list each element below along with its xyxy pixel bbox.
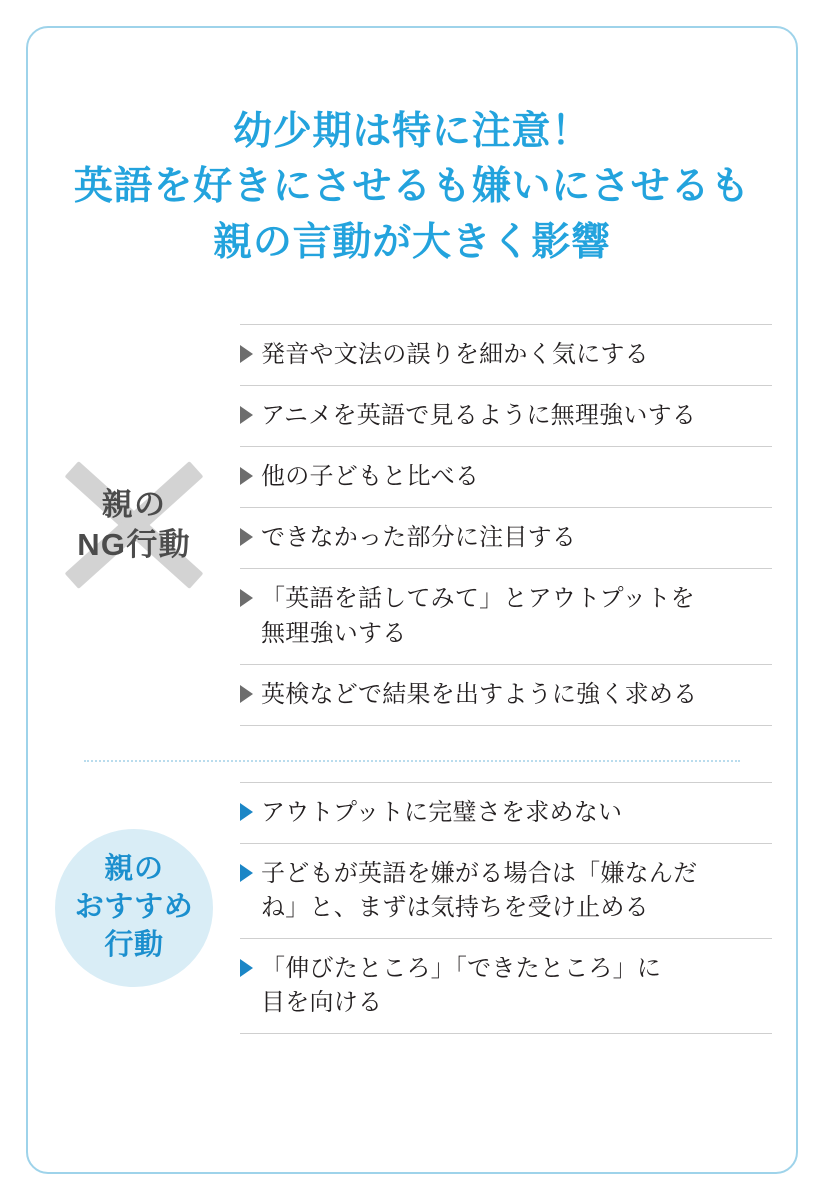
recommended-badge [55, 829, 213, 987]
title-line-2: 英語を好きにさせるも嫌いにさせるも [73, 165, 751, 209]
badge-rec-wrap [28, 829, 240, 987]
badge-ng-wrap [28, 450, 240, 600]
rec-badge-line-3: 行動 [104, 928, 164, 961]
triangle-right-icon [240, 406, 253, 424]
page-title [28, 28, 796, 270]
triangle-right-icon [240, 803, 253, 821]
ng-badge-line-2: NG行動 [77, 526, 191, 562]
list-item [240, 447, 772, 508]
triangle-right-icon [240, 589, 253, 607]
ng-badge [44, 450, 224, 600]
recommended-badge-label [75, 851, 194, 964]
section-recommended-actions [28, 782, 796, 1034]
list-item-label: できなかった部分に注目する [261, 525, 577, 552]
ng-item-list [240, 324, 796, 726]
triangle-right-icon [240, 959, 253, 977]
list-item-label: 子どもが英語を嫌がる場合は「嫌なんだ ね」と、まずは気持ちを受け止める [261, 860, 698, 921]
infographic-card [26, 26, 798, 1174]
triangle-right-icon [240, 467, 253, 485]
list-item [240, 508, 772, 569]
list-item [240, 324, 772, 386]
section-divider [84, 760, 740, 762]
rec-badge-line-1: 親の [104, 853, 164, 886]
triangle-right-icon [240, 864, 253, 882]
list-item-label: 「英語を話してみて」とアウトプットを 無理強いする [261, 586, 695, 647]
list-item-label: 発音や文法の誤りを細かく気にする [261, 342, 649, 369]
section-ng-actions [28, 324, 796, 726]
ng-badge-line-1: 親の [101, 487, 167, 523]
list-item-label: 他の子どもと比べる [261, 464, 480, 491]
list-item [240, 782, 772, 844]
list-item [240, 386, 772, 447]
triangle-right-icon [240, 345, 253, 363]
list-item [240, 844, 772, 939]
title-line-1: 幼少期は特に注意！ [232, 110, 592, 153]
list-item-label: アニメを英語で見るように無理強いする [261, 403, 697, 430]
list-item-label: 英検などで結果を出すように強く求める [261, 681, 698, 708]
title-line-3: 親の言動が大きく影響 [213, 220, 611, 264]
list-item-label: アウトプットに完璧さを求めない [261, 799, 623, 826]
ng-badge-label [77, 485, 190, 564]
list-item [240, 939, 772, 1034]
rec-badge-line-2: おすすめ [74, 891, 194, 924]
recommended-item-list [240, 782, 796, 1034]
list-item-label: 「伸びたところ」「できたところ」に 目を向ける [261, 955, 662, 1016]
list-item [240, 665, 772, 726]
triangle-right-icon [240, 528, 253, 546]
list-item [240, 569, 772, 664]
triangle-right-icon [240, 685, 253, 703]
